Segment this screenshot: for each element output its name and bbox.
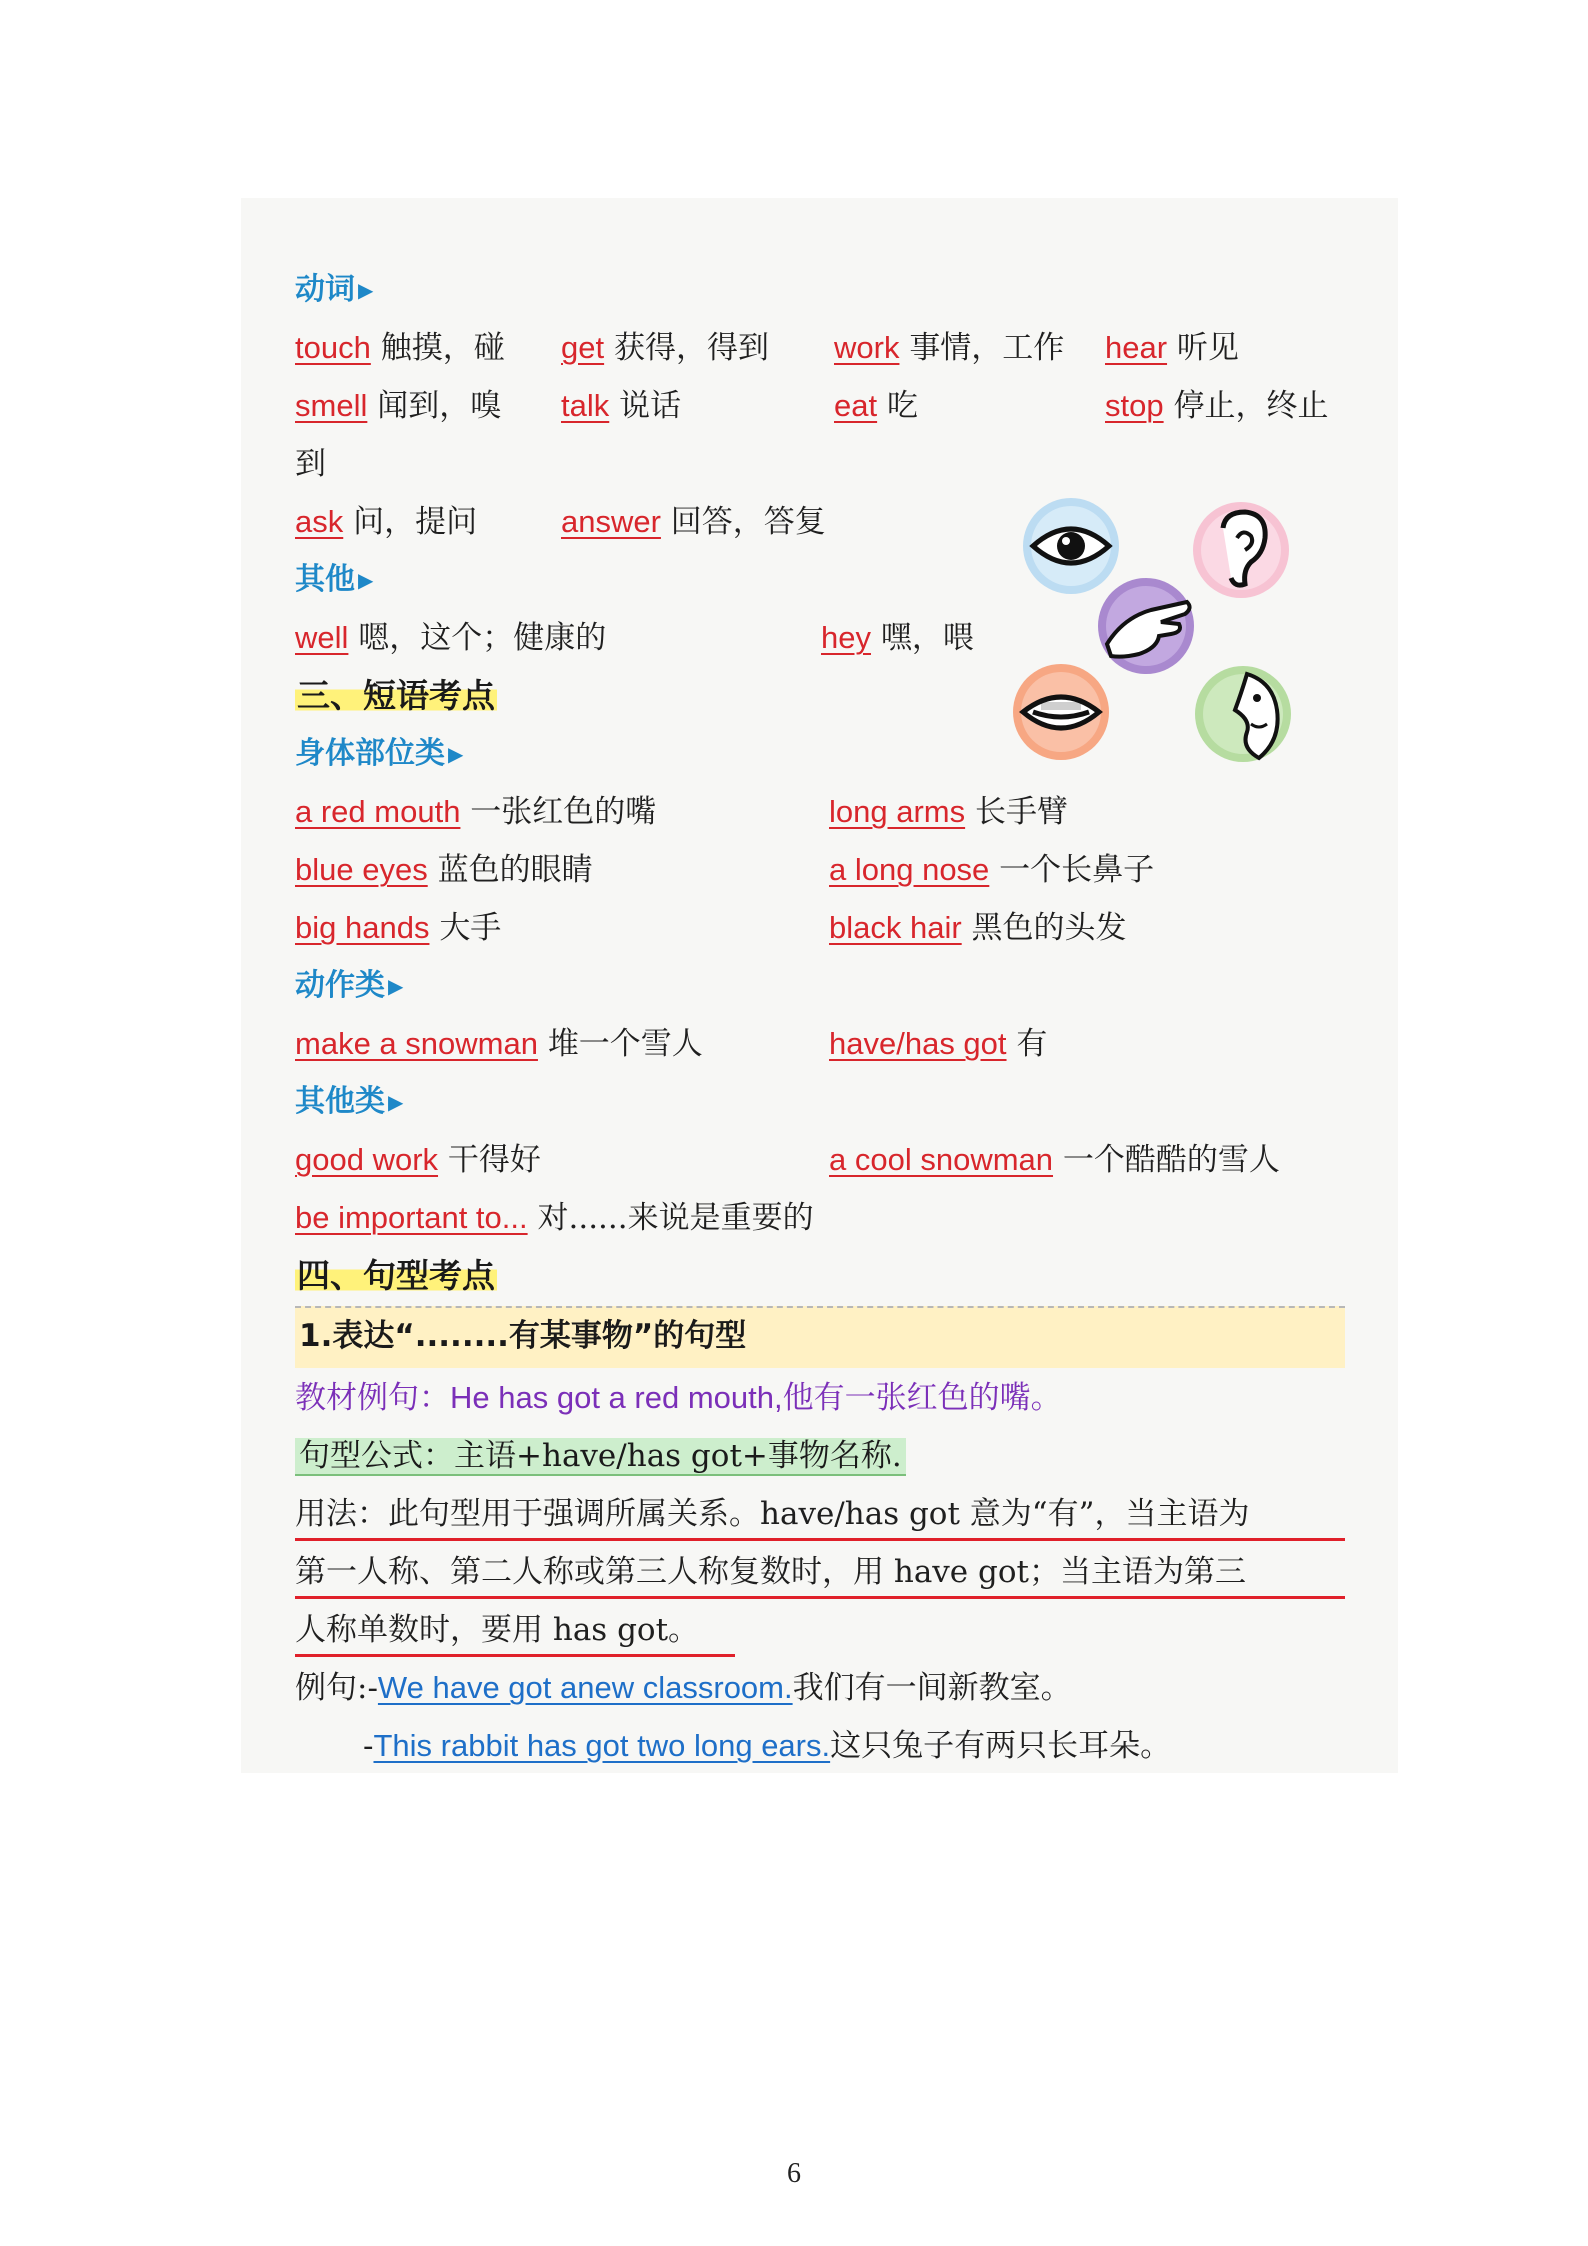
- action-heading: 动作类 ▶: [295, 968, 404, 1003]
- usage-text-1: 用法：此句型用于强调所属关系。have/has got 意为“有”，当主语为: [295, 1496, 1250, 1532]
- verb-item: hear 听见: [1105, 330, 1239, 366]
- verb-item: smell 闻到，嗅: [295, 388, 502, 424]
- textbook-example: 教材例句：He has got a red mouth,他有一张红色的嘴。: [295, 1380, 1062, 1416]
- nose-icon: [1195, 666, 1291, 762]
- verb-item: get 获得，得到: [561, 330, 769, 366]
- other-item: hey 嘿，喂: [821, 620, 974, 656]
- usage-text-2: 第一人称、第二人称或第三人称复数时，用 have got；当主语为第三: [295, 1554, 1246, 1590]
- ear-icon: [1193, 502, 1289, 598]
- page-number: 6: [787, 2158, 801, 2189]
- others-heading: 其他 ▶: [295, 562, 374, 597]
- pattern-title: 1.表达“........有某事物”的句型: [299, 1318, 747, 1354]
- eye-icon: [1023, 498, 1119, 594]
- formula: 句型公式：主语+have/has got+事物名称.: [295, 1430, 906, 1482]
- hand-icon: [1098, 578, 1194, 674]
- usage-underline-2: [295, 1596, 1345, 1599]
- other-item: well 嗯，这个；健康的: [295, 620, 607, 656]
- phrase-item: big hands 大手: [295, 910, 502, 946]
- verb-item: touch 触摸，碰: [295, 330, 505, 366]
- section4-title: 四、句型考点: [297, 1256, 495, 1295]
- section3-title: 三、短语考点: [297, 676, 495, 715]
- phrase-item: have/has got 有: [829, 1026, 1048, 1062]
- phrase-item: black hair 黑色的头发: [829, 910, 1127, 946]
- body-parts-heading: 身体部位类 ▶: [295, 736, 464, 771]
- verb-item: work 事情，工作: [834, 330, 1065, 366]
- phrase-item: be important to... 对......来说是重要的: [295, 1200, 814, 1236]
- senses-illustration: [1011, 498, 1311, 818]
- example-2: -This rabbit has got two long ears.这只兔子有两只长耳朵。: [363, 1728, 1172, 1764]
- other-phrases-heading: 其他类 ▶: [295, 1084, 404, 1119]
- phrase-item: long arms 长手臂: [829, 794, 1068, 830]
- mouth-icon: [1013, 664, 1109, 760]
- phrase-item: a red mouth 一张红色的嘴: [295, 794, 657, 830]
- verb-wrap-text: 到: [295, 446, 326, 482]
- verb-item: talk 说话: [561, 388, 682, 424]
- usage-text-3: 人称单数时，要用 has got。: [295, 1612, 700, 1648]
- verb-item: ask 问，提问: [295, 504, 478, 540]
- phrase-item: a long nose 一个长鼻子: [829, 852, 1155, 888]
- example-1: 例句:-We have got anew classroom.我们有一间新教室。: [295, 1670, 1072, 1706]
- phrase-item: blue eyes 蓝色的眼睛: [295, 852, 593, 888]
- phrase-item: make a snowman 堆一个雪人: [295, 1026, 703, 1062]
- usage-underline-1: [295, 1538, 1345, 1541]
- verb-item: answer 回答，答复: [561, 504, 826, 540]
- phrase-item: good work 干得好: [295, 1142, 541, 1178]
- verb-item: stop 停止，终止: [1105, 388, 1329, 424]
- verb-item: eat 吃: [834, 388, 918, 424]
- verbs-heading: 动词 ▶: [295, 272, 374, 307]
- phrase-item: a cool snowman 一个酷酷的雪人: [829, 1142, 1280, 1178]
- usage-underline-3: [295, 1654, 735, 1657]
- content-panel: [241, 198, 1398, 1773]
